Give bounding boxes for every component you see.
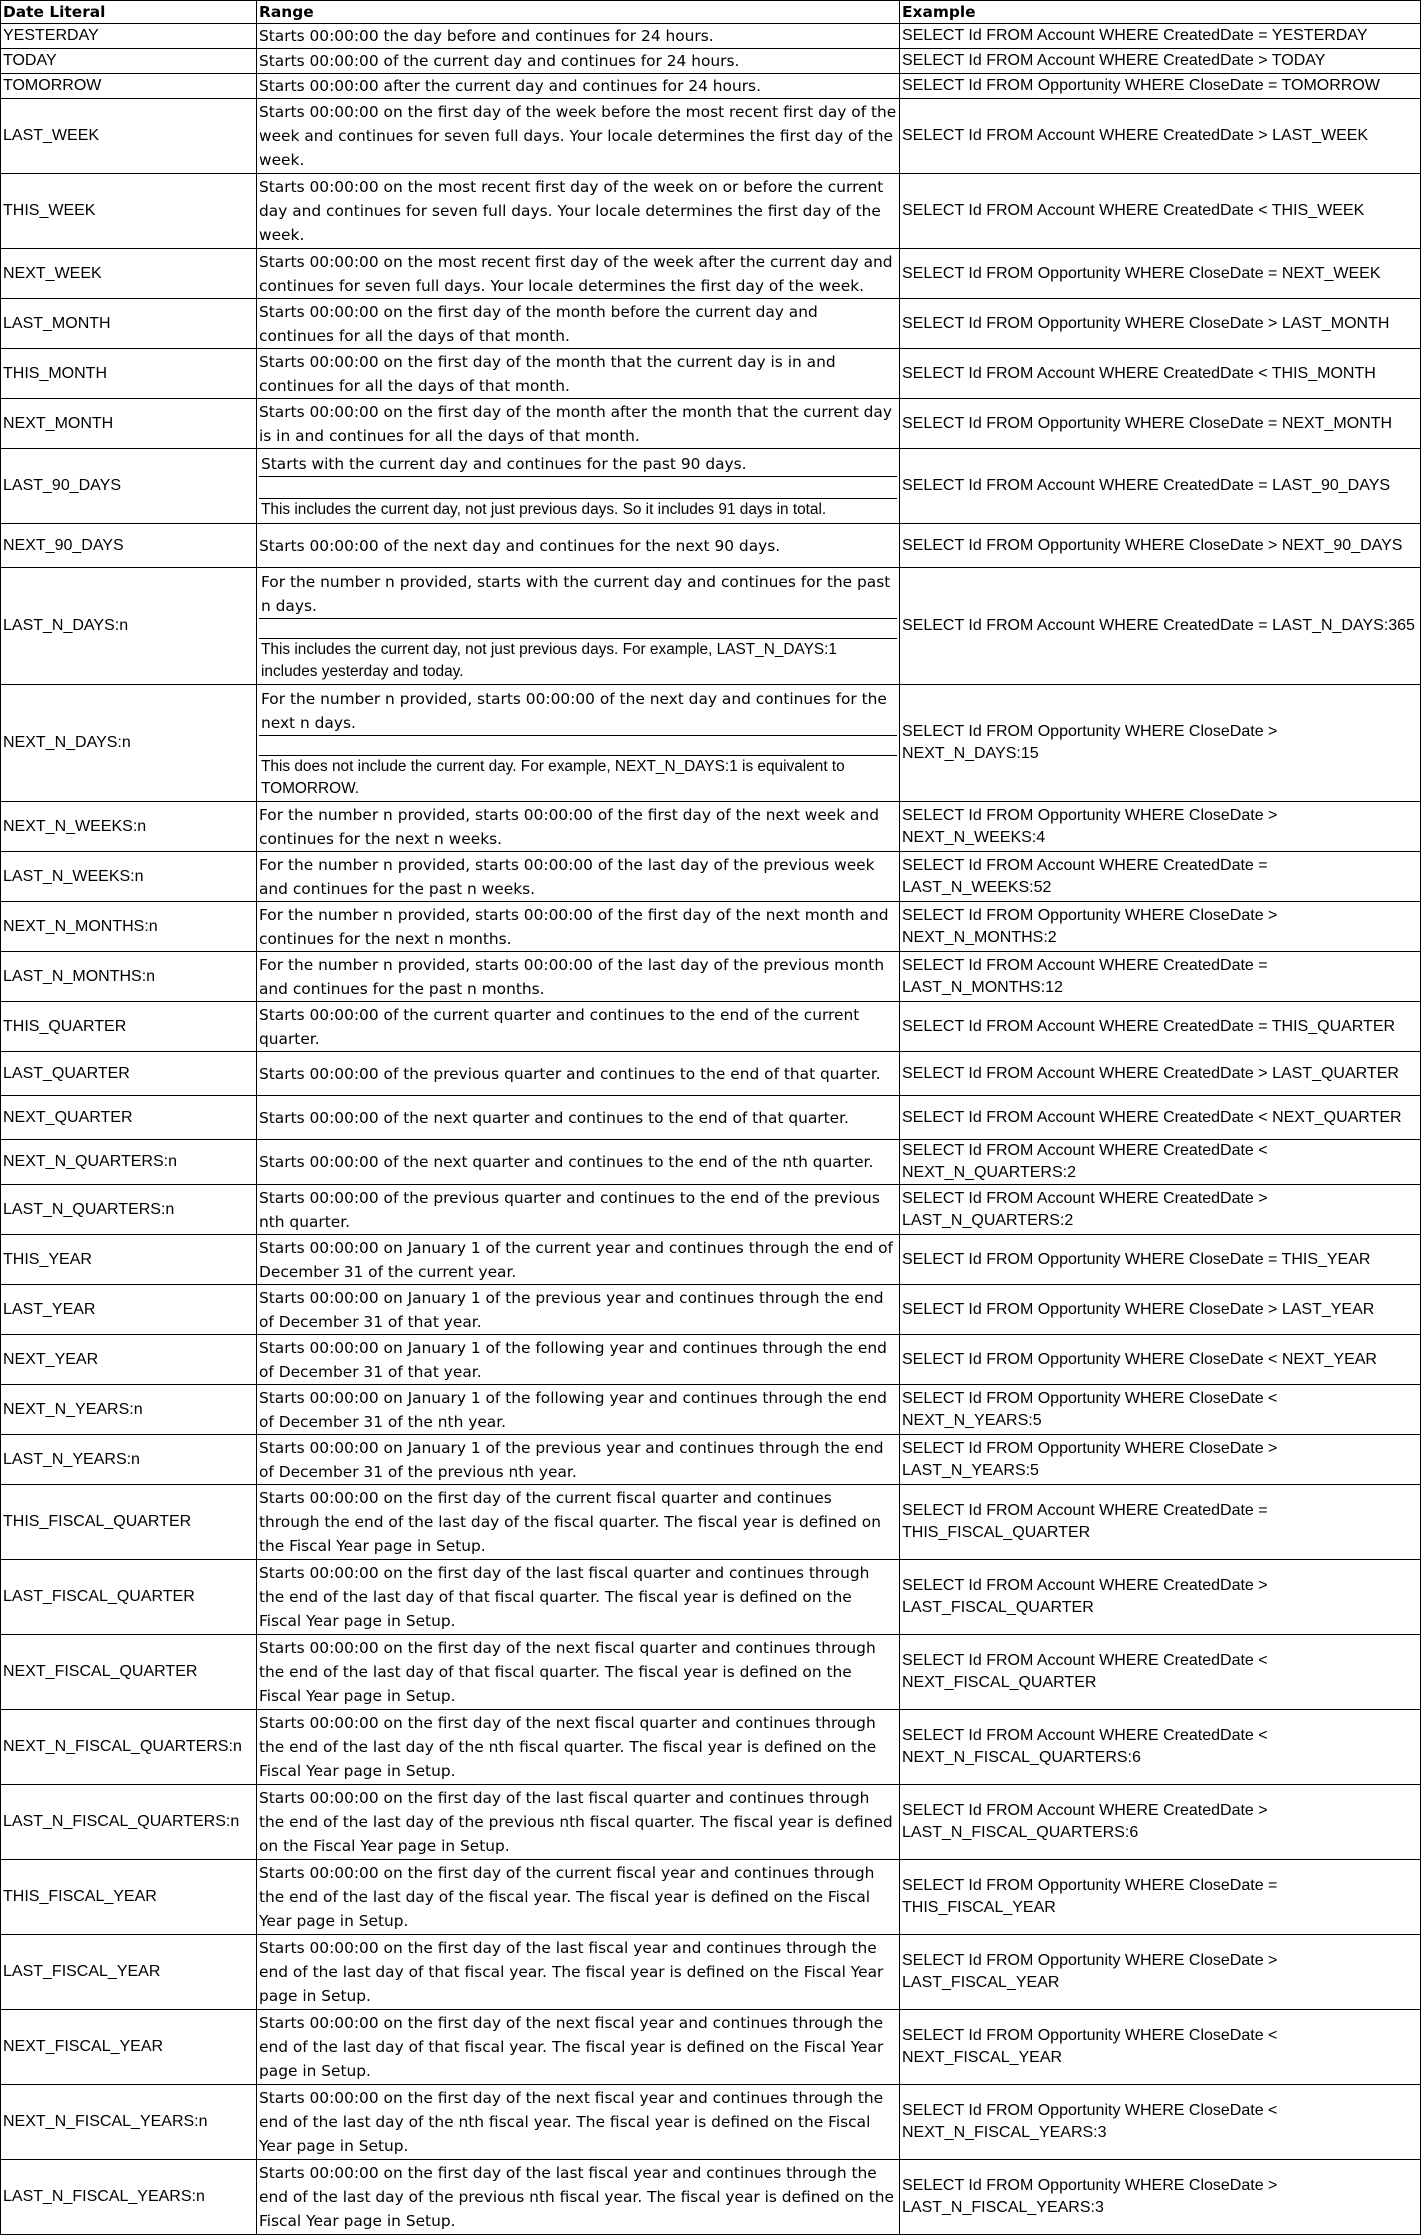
example-cell: SELECT Id FROM Opportunity WHERE CloseDate > NEXT_N_MONTHS:2 [900,902,1421,952]
range-cell: Starts 00:00:00 on January 1 of the previous year and continues through the end of December 31 of the previous nth year. [257,1435,900,1485]
table-row [1,2010,1421,2085]
literal-cell: THIS_FISCAL_YEAR [1,1860,257,1935]
table-row [1,902,1421,952]
range-cell: Starts 00:00:00 on the first day of the month after the month that the current day is in and continues for all the days of that month. [257,399,900,449]
literal-cell: LAST_N_YEARS:n [1,1435,257,1485]
table-row [1,49,1421,74]
example-cell: SELECT Id FROM Account WHERE CreatedDate < NEXT_FISCAL_QUARTER [900,1635,1421,1710]
example-cell: SELECT Id FROM Opportunity WHERE CloseDate = TOMORROW [900,74,1421,99]
example-cell: SELECT Id FROM Opportunity WHERE CloseDate < NEXT_N_YEARS:5 [900,1385,1421,1435]
range-cell: Starts 00:00:00 on the first day of the last fiscal year and continues through the end of the last day of the previous nth fiscal year. The fiscal year is defined on the Fiscal Year page in Setup. [257,2160,900,2235]
range-cell: Starts 00:00:00 of the next quarter and continues to the end of that quarter. [257,1096,900,1140]
range-cell: Starts 00:00:00 on January 1 of the current year and continues through the end of December 31 of the current year. [257,1235,900,1285]
example-cell: SELECT Id FROM Opportunity WHERE CloseDate < NEXT_N_FISCAL_YEARS:3 [900,2085,1421,2160]
table-row [1,1002,1421,1052]
range-cell: Starts 00:00:00 of the current quarter and continues to the end of the current quarter. [257,1002,900,1052]
literal-cell: THIS_MONTH [1,349,257,399]
table-row [1,1185,1421,1235]
range-cell: Starts 00:00:00 on the first day of the last fiscal quarter and continues through the end of the last day of that fiscal quarter. The fiscal year is defined on the Fiscal Year page in Setup. [257,1560,900,1635]
example-cell: SELECT Id FROM Account WHERE CreatedDate < NEXT_N_QUARTERS:2 [900,1140,1421,1185]
range-cell: Starts 00:00:00 on the first day of the next fiscal year and continues through the end of the last day of that fiscal year. The fiscal year is defined on the Fiscal Year page in Setup. [257,2010,900,2085]
range-spacer [259,476,897,498]
example-cell: SELECT Id FROM Opportunity WHERE CloseDate > LAST_N_FISCAL_YEARS:3 [900,2160,1421,2235]
example-cell: SELECT Id FROM Account WHERE CreatedDate > LAST_N_QUARTERS:2 [900,1185,1421,1235]
example-cell: SELECT Id FROM Opportunity WHERE CloseDate = NEXT_WEEK [900,249,1421,299]
range-cell [257,568,900,685]
example-cell: SELECT Id FROM Opportunity WHERE CloseDate > LAST_MONTH [900,299,1421,349]
example-cell: SELECT Id FROM Account WHERE CreatedDate < THIS_WEEK [900,174,1421,249]
literal-cell: LAST_YEAR [1,1285,257,1335]
literal-cell: LAST_WEEK [1,99,257,174]
table-row [1,1052,1421,1096]
literal-cell: NEXT_WEEK [1,249,257,299]
literal-cell: NEXT_N_DAYS:n [1,685,257,802]
table-row [1,1635,1421,1710]
example-cell: SELECT Id FROM Opportunity WHERE CloseDate < NEXT_FISCAL_YEAR [900,2010,1421,2085]
example-cell: SELECT Id FROM Opportunity WHERE CloseDate > LAST_FISCAL_YEAR [900,1935,1421,2010]
example-cell: SELECT Id FROM Opportunity WHERE CloseDate > LAST_N_YEARS:5 [900,1435,1421,1485]
table-row [1,349,1421,399]
range-note: This includes the current day, not just previous days. So it includes 91 days in total. [259,498,897,521]
table-row [1,399,1421,449]
header-row [1,1,1421,24]
example-cell: SELECT Id FROM Account WHERE CreatedDate > LAST_QUARTER [900,1052,1421,1096]
table-row [1,524,1421,568]
example-cell: SELECT Id FROM Account WHERE CreatedDate > LAST_WEEK [900,99,1421,174]
table-row [1,1785,1421,1860]
literal-cell: TOMORROW [1,74,257,99]
table-row [1,1485,1421,1560]
range-cell: Starts 00:00:00 on the first day of the current fiscal year and continues through the end of the last day of the fiscal year. The fiscal year is defined on the Fiscal Year page in Setup. [257,1860,900,1935]
table-row [1,449,1421,524]
literal-cell: YESTERDAY [1,24,257,49]
range-text: For the number n provided, starts with the current day and continues for the past n days. [261,572,891,615]
table-row [1,2160,1421,2235]
example-cell: SELECT Id FROM Opportunity WHERE CloseDate = THIS_FISCAL_YEAR [900,1860,1421,1935]
table-row [1,952,1421,1002]
literal-cell: LAST_N_DAYS:n [1,568,257,685]
range-cell [257,449,900,524]
example-cell: SELECT Id FROM Account WHERE CreatedDate = YESTERDAY [900,24,1421,49]
example-cell: SELECT Id FROM Account WHERE CreatedDate = LAST_90_DAYS [900,449,1421,524]
table-row [1,1335,1421,1385]
range-cell: Starts 00:00:00 on the first day of the month before the current day and continues for all the days of that month. [257,299,900,349]
example-cell: SELECT Id FROM Opportunity WHERE CloseDate > NEXT_90_DAYS [900,524,1421,568]
example-cell: SELECT Id FROM Account WHERE CreatedDate = LAST_N_DAYS:365 [900,568,1421,685]
table-row [1,1096,1421,1140]
range-cell: Starts 00:00:00 on the first day of the week before the most recent first day of the week and continues for seven full days. Your locale determines the first day of the week. [257,99,900,174]
range-cell: Starts 00:00:00 on January 1 of the following year and continues through the end of December 31 of the nth year. [257,1385,900,1435]
example-cell: SELECT Id FROM Account WHERE CreatedDate < THIS_MONTH [900,349,1421,399]
literal-cell: NEXT_N_QUARTERS:n [1,1140,257,1185]
table-row [1,802,1421,852]
example-cell: SELECT Id FROM Account WHERE CreatedDate > TODAY [900,49,1421,74]
example-cell: SELECT Id FROM Opportunity WHERE CloseDate = THIS_YEAR [900,1235,1421,1285]
range-cell: Starts 00:00:00 on the most recent first day of the week on or before the current day and continues for seven full days. Your locale determines the first day of the week. [257,174,900,249]
literal-cell: LAST_N_FISCAL_YEARS:n [1,2160,257,2235]
table-row [1,568,1421,685]
literal-cell: LAST_QUARTER [1,1052,257,1096]
table-row [1,1860,1421,1935]
range-note: This includes the current day, not just previous days. For example, LAST_N_DAYS:1 includes yesterday and today. [259,638,897,683]
example-cell: SELECT Id FROM Account WHERE CreatedDate = THIS_FISCAL_QUARTER [900,1485,1421,1560]
range-cell [257,685,900,802]
range-cell: Starts 00:00:00 on the first day of the next fiscal year and continues through the end of the last day of the nth fiscal year. The fiscal year is defined on the Fiscal Year page in Setup. [257,2085,900,2160]
table-row [1,24,1421,49]
table-row [1,1560,1421,1635]
table-row [1,299,1421,349]
literal-cell: LAST_FISCAL_QUARTER [1,1560,257,1635]
range-cell: Starts 00:00:00 on the first day of the last fiscal quarter and continues through the end of the last day of the previous nth fiscal quarter. The fiscal year is defined on the Fiscal Year page in Setup. [257,1785,900,1860]
range-cell: Starts 00:00:00 on January 1 of the following year and continues through the end of December 31 of that year. [257,1335,900,1385]
range-cell: Starts 00:00:00 of the next quarter and continues to the end of the nth quarter. [257,1140,900,1185]
range-cell: For the number n provided, starts 00:00:00 of the first day of the next week and continues for the next n weeks. [257,802,900,852]
table-row [1,1435,1421,1485]
table-row [1,99,1421,174]
literal-cell: THIS_WEEK [1,174,257,249]
literal-cell: THIS_FISCAL_QUARTER [1,1485,257,1560]
table-row [1,1235,1421,1285]
header-range: Range [257,1,900,24]
range-cell: Starts 00:00:00 of the next day and continues for the next 90 days. [257,524,900,568]
literal-cell: THIS_YEAR [1,1235,257,1285]
literal-cell: NEXT_N_FISCAL_QUARTERS:n [1,1710,257,1785]
literal-cell: LAST_90_DAYS [1,449,257,524]
table-row [1,74,1421,99]
literal-cell: NEXT_N_FISCAL_YEARS:n [1,2085,257,2160]
range-text: Starts with the current day and continues for the past 90 days. [261,454,747,473]
literal-cell: LAST_FISCAL_YEAR [1,1935,257,2010]
example-cell: SELECT Id FROM Account WHERE CreatedDate < NEXT_QUARTER [900,1096,1421,1140]
table-row [1,174,1421,249]
literal-cell: NEXT_YEAR [1,1335,257,1385]
table-row [1,2085,1421,2160]
range-cell: Starts 00:00:00 on the first day of the current fiscal quarter and continues through the end of the last day of the fiscal quarter. The fiscal year is defined on the Fiscal Year page in Setup. [257,1485,900,1560]
literal-cell: NEXT_90_DAYS [1,524,257,568]
range-cell: Starts 00:00:00 on the first day of the next fiscal quarter and continues through the end of the last day of that fiscal quarter. The fiscal year is defined on the Fiscal Year page in Setup. [257,1635,900,1710]
example-cell: SELECT Id FROM Account WHERE CreatedDate < NEXT_N_FISCAL_QUARTERS:6 [900,1710,1421,1785]
range-cell: Starts 00:00:00 on the first day of the next fiscal quarter and continues through the end of the last day of the nth fiscal quarter. The fiscal year is defined on the Fiscal Year page in Setup. [257,1710,900,1785]
range-cell: Starts 00:00:00 on the first day of the last fiscal year and continues through the end of the last day of that fiscal year. The fiscal year is defined on the Fiscal Year page in Setup. [257,1935,900,2010]
range-cell: Starts 00:00:00 after the current day and continues for 24 hours. [257,74,900,99]
range-cell: Starts 00:00:00 on the first day of the month that the current day is in and continues for all the days of that month. [257,349,900,399]
example-cell: SELECT Id FROM Opportunity WHERE CloseDate > NEXT_N_DAYS:15 [900,685,1421,802]
range-text: For the number n provided, starts 00:00:00 of the next day and continues for the next n days. [261,689,887,732]
example-cell: SELECT Id FROM Account WHERE CreatedDate = LAST_N_MONTHS:12 [900,952,1421,1002]
range-cell: Starts 00:00:00 of the previous quarter and continues to the end of that quarter. [257,1052,900,1096]
range-cell: Starts 00:00:00 on January 1 of the previous year and continues through the end of December 31 of that year. [257,1285,900,1335]
literal-cell: THIS_QUARTER [1,1002,257,1052]
range-cell: For the number n provided, starts 00:00:00 of the last day of the previous month and continues for the past n months. [257,952,900,1002]
literal-cell: NEXT_FISCAL_YEAR [1,2010,257,2085]
table-row [1,1285,1421,1335]
example-cell: SELECT Id FROM Account WHERE CreatedDate > LAST_FISCAL_QUARTER [900,1560,1421,1635]
table-row [1,1385,1421,1435]
literal-cell: NEXT_QUARTER [1,1096,257,1140]
literal-cell: NEXT_N_MONTHS:n [1,902,257,952]
literal-cell: LAST_MONTH [1,299,257,349]
example-cell: SELECT Id FROM Opportunity WHERE CloseDate > LAST_YEAR [900,1285,1421,1335]
range-spacer [259,618,897,638]
example-cell: SELECT Id FROM Account WHERE CreatedDate > LAST_N_FISCAL_QUARTERS:6 [900,1785,1421,1860]
literal-cell: NEXT_MONTH [1,399,257,449]
range-spacer [259,735,897,755]
range-note: This does not include the current day. For example, NEXT_N_DAYS:1 is equivalent to TOMORROW. [259,755,897,800]
example-cell: SELECT Id FROM Opportunity WHERE CloseDate < NEXT_YEAR [900,1335,1421,1385]
range-cell: Starts 00:00:00 on the most recent first day of the week after the current day and continues for seven full days. Your locale determines the first day of the week. [257,249,900,299]
table-row [1,1935,1421,2010]
range-cell: Starts 00:00:00 of the previous quarter and continues to the end of the previous nth quarter. [257,1185,900,1235]
example-cell: SELECT Id FROM Opportunity WHERE CloseDate > NEXT_N_WEEKS:4 [900,802,1421,852]
literal-cell: LAST_N_FISCAL_QUARTERS:n [1,1785,257,1860]
table-row [1,685,1421,802]
table-row [1,1710,1421,1785]
example-cell: SELECT Id FROM Opportunity WHERE CloseDate = NEXT_MONTH [900,399,1421,449]
literal-cell: NEXT_FISCAL_QUARTER [1,1635,257,1710]
literal-cell: LAST_N_WEEKS:n [1,852,257,902]
literal-cell: TODAY [1,49,257,74]
header-date-literal: Date Literal [1,1,257,24]
range-cell: Starts 00:00:00 the day before and continues for 24 hours. [257,24,900,49]
table-row [1,852,1421,902]
table-row [1,249,1421,299]
range-cell: For the number n provided, starts 00:00:00 of the last day of the previous week and continues for the past n weeks. [257,852,900,902]
literal-cell: NEXT_N_WEEKS:n [1,802,257,852]
header-example: Example [900,1,1421,24]
literal-cell: LAST_N_QUARTERS:n [1,1185,257,1235]
table-row [1,1140,1421,1185]
example-cell: SELECT Id FROM Account WHERE CreatedDate = THIS_QUARTER [900,1002,1421,1052]
example-cell: SELECT Id FROM Account WHERE CreatedDate = LAST_N_WEEKS:52 [900,852,1421,902]
range-cell: For the number n provided, starts 00:00:00 of the first day of the next month and continues for the next n months. [257,902,900,952]
literal-cell: LAST_N_MONTHS:n [1,952,257,1002]
literal-cell: NEXT_N_YEARS:n [1,1385,257,1435]
range-cell: Starts 00:00:00 of the current day and continues for 24 hours. [257,49,900,74]
